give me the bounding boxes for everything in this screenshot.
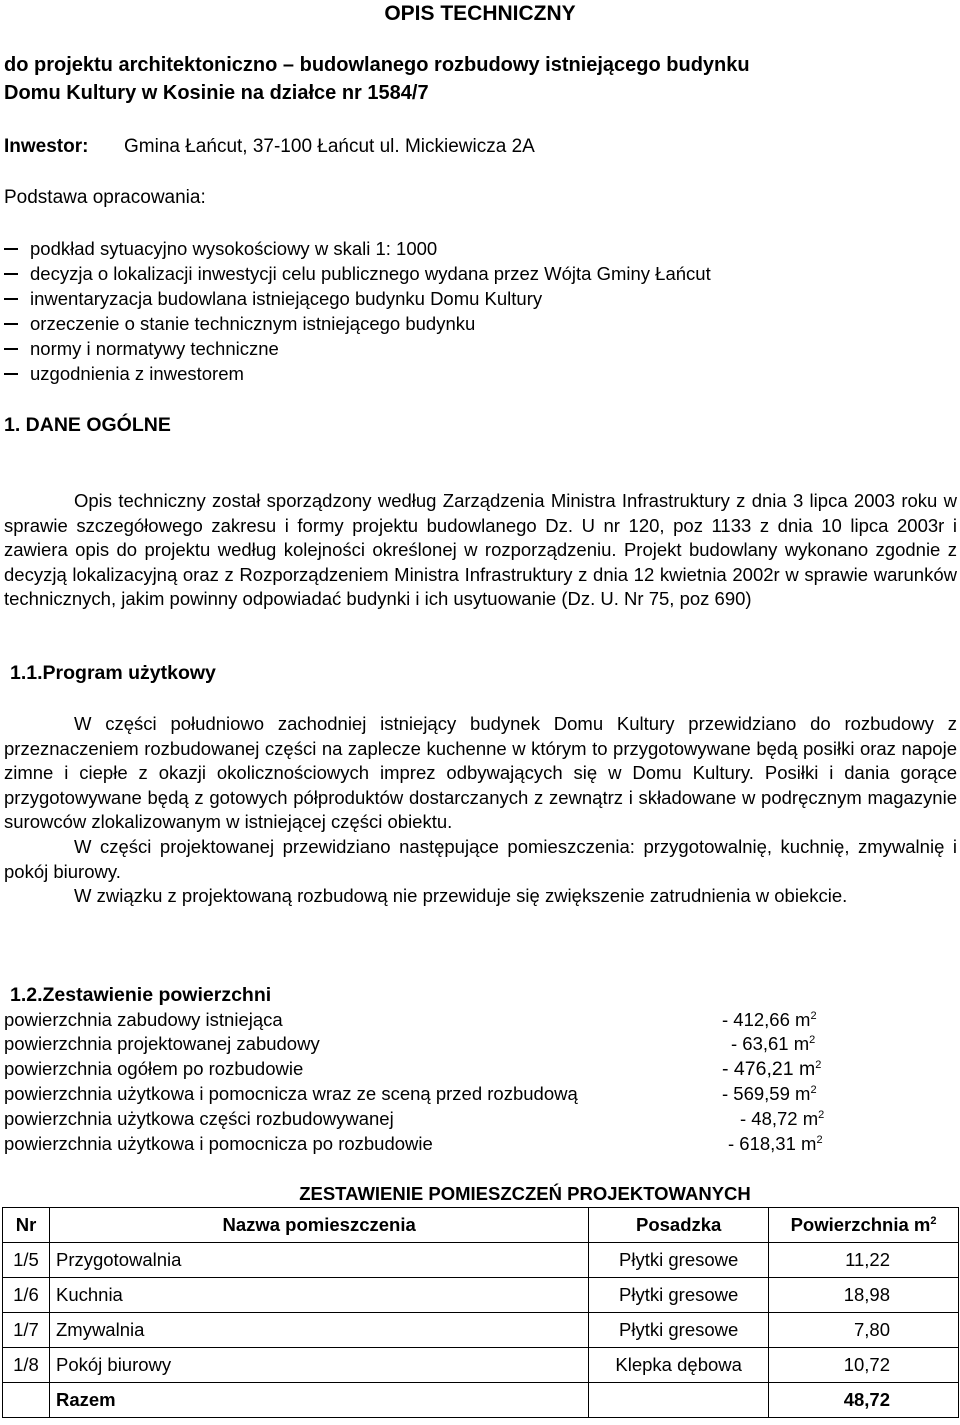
investor-value: Gmina Łańcut, 37-100 Łańcut ul. Mickiewicza 2A [124,136,535,157]
cell-room-name: Kuchnia [49,1278,588,1313]
subtitle-line-2: Domu Kultury w Kosinie na działce nr 1584/7 [4,82,429,104]
cell-floor: Klepka dębowa [589,1348,769,1383]
cell-room-name: Pokój biurowy [49,1348,588,1383]
program-paragraph-3: W związku z projektowaną rozbudową nie przewiduje się zwiększenie zatrudnienia w obiekcie. [74,885,848,907]
cell-empty [3,1383,50,1418]
table-row [3,1348,959,1383]
program-paragraph-2: W części projektowanej przewidziano następujące pomieszczenia: przygotowalnię, kuchnię, zmywalnię i pokój biurowy. [4,835,957,882]
section-1-1-heading: 1.1.Program użytkowy [10,662,216,684]
dash-bullet [4,248,18,250]
header-floor: Posadzka [589,1208,769,1243]
dash-bullet [4,273,18,275]
cell-area: 7,80 [769,1313,959,1348]
list-item: decyzja o lokalizacji inwestycji celu publicznego wydana przez Wójta Gminy Łańcut [4,263,711,285]
section-1-1-paragraphs [4,712,957,909]
cell-room-name: Zmywalnia [49,1313,588,1348]
investor-label: Inwestor: [4,136,89,157]
cell-area: 10,72 [769,1348,959,1383]
cell-floor: Płytki gresowe [589,1313,769,1348]
list-item: uzgodnienia z inwestorem [4,363,244,385]
list-item: inwentaryzacja budowlana istniejącego budynku Domu Kultury [4,288,542,310]
document-title: OPIS TECHNICZNY [384,2,576,25]
cell-room-name: Przygotowalnia [49,1243,588,1278]
rooms-table-title: ZESTAWIENIE POMIESZCZEŃ PROJEKTOWANYCH [299,1183,751,1204]
cell-floor: Płytki gresowe [589,1278,769,1313]
cell-nr: 1/8 [3,1348,50,1383]
subtitle-line-1: do projektu architektoniczno – budowlanego rozbudowy istniejącego budynku [4,54,750,76]
area-row: powierzchnia projektowanej zabudowy - 63,61 $m^2$ [4,1033,816,1054]
cell-area: 11,22 [769,1243,959,1278]
table-row [3,1278,959,1313]
table-total-row [3,1383,959,1418]
dash-bullet [4,298,18,300]
area-row: powierzchnia ogółem po rozbudowie - 476,21 $m^2$ [4,1058,822,1080]
section-1-2-heading: 1.2.Zestawienie powierzchni [10,984,272,1006]
dash-bullet [4,348,18,350]
header-nr: Nr [3,1208,50,1243]
header-area: Powierzchnia $m^2$ [769,1208,959,1243]
list-item: podkład sytuacyjno wysokościowy w skali 1: 1000 [4,238,437,260]
dash-bullet [4,373,18,375]
dash-bullet [4,323,18,325]
cell-nr: 1/5 [3,1243,50,1278]
cell-floor: Płytki gresowe [589,1243,769,1278]
total-area: 48,72 [769,1383,959,1418]
total-label: Razem [49,1383,588,1418]
table-row [3,1243,959,1278]
basis-label: Podstawa opracowania: [4,187,206,208]
table-header-row [3,1208,959,1243]
cell-empty [589,1383,769,1418]
section-1-heading: 1. DANE OGÓLNE [4,414,171,436]
area-row: powierzchnia użytkowa i pomocnicza wraz ze sceną przed rozbudową - 569,59 $m^2$ [4,1083,817,1104]
list-item: normy i normatywy techniczne [4,338,279,360]
list-item: orzeczenie o stanie technicznym istniejącego budynku [4,313,475,335]
section-1-paragraph: Opis techniczny został sporządzony według Zarządzenia Ministra Infrastruktury z dnia 3 lipca 2003 roku w sprawie szczegółowego zakresu i formy projektu budowlanego Dz. U nr 120, poz 1133 z dnia 10 lipca 2003r i zawiera opis do projektu według kolejności określonej w rozporządzeniu. Projekt budowlany wykonano zgodnie z decyzją lokalizacyjną oraz z Rozporządzeniem Ministra Infrastruktury z dnia 12 kwietnia 2002r w sprawie warunków technicznych, jakim powinny odpowiadać budynki i ich usytuowanie (Dz. U. Nr 75, poz 690) [4,490,957,610]
table-row [3,1313,959,1348]
cell-nr: 1/7 [3,1313,50,1348]
cell-area: 18,98 [769,1278,959,1313]
area-row: powierzchnia użytkowa i pomocnicza po rozbudowie - 618,31 $m^2$ [4,1133,823,1154]
rooms-table [2,1207,959,1418]
program-paragraph-1: W części południowo zachodniej istniejący budynek Domu Kultury przewidziano do rozbudowy z przeznaczeniem rozbudowanej części na zaplecze kuchenne w którym to przygotowywane będą posiłki oraz napoje zimne i ciepłe z okazji okolicznościowych imprez odbywających się w Domu Kultury. Posiłki i dania gorące przygotowywane będą z gotowych półproduktów dostarczanych z zewnątrz i składowane w podręcznym magazynie surowców zlokalizowanym w istniejącej części obiektu. [4,713,957,833]
area-row: powierzchnia zabudowy istniejąca - 412,66 $m^2$ [4,1009,817,1030]
area-row: powierzchnia użytkowa części rozbudowywanej - 48,72 $m^2$ [4,1108,825,1129]
cell-nr: 1/6 [3,1278,50,1313]
header-room-name: Nazwa pomieszczenia [49,1208,588,1243]
